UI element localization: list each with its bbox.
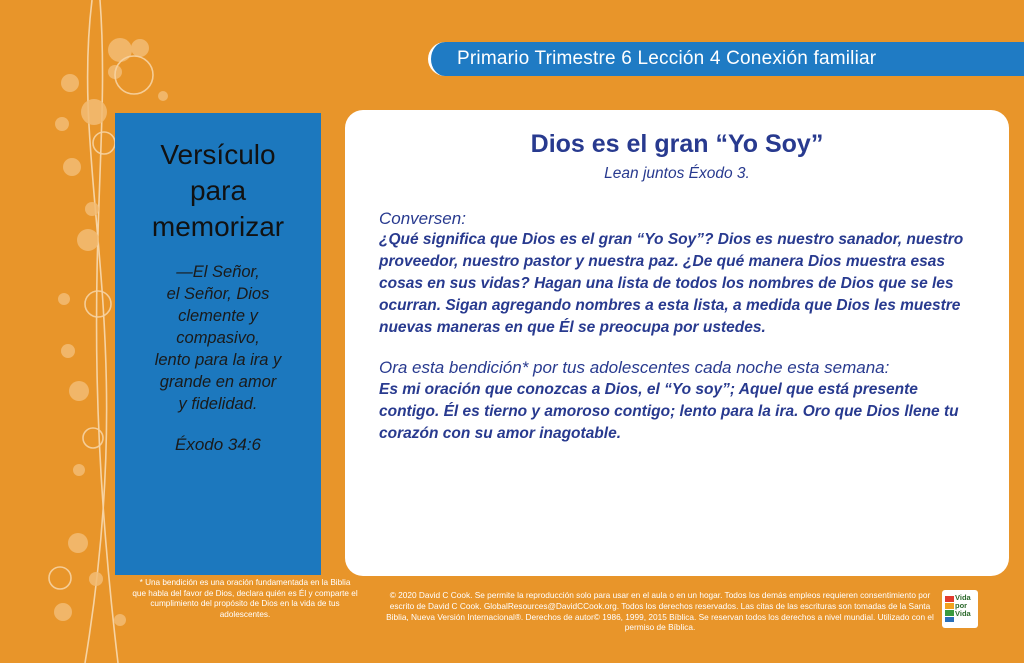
discussion-heading: Conversen:: [379, 209, 466, 228]
logo-text-line: por: [955, 601, 968, 610]
memory-verse-line: compasivo,: [176, 329, 260, 347]
blessing-footnote: * Una bendición es una oración fundamentada en la Biblia que habla del favor de Dios, declara quién es Él y comparte el cumplimiento del propósito de Dios en la vida de tus adolescentes.: [132, 578, 358, 619]
discussion-body: ¿Qué significa que Dios es el gran “Yo Soy”? Dios es nuestro sanador, nuestro proveedor, nuestro pastor y nuestra paz. ¿De qué manera Dios muestra esas cosas en sus vidas? Hagan una lista de todos los nombres de Dios que se les ocurran. Sigan agregando nombres a esta lista, a medida que Dios les muestre nuevas maneras en que Él se preocupa por ustedes.: [379, 231, 964, 336]
lesson-subtitle: Lean juntos Éxodo 3.: [604, 165, 750, 182]
memory-verse-title-line: memorizar: [151, 211, 285, 242]
memory-verse-line: clemente y: [178, 307, 258, 325]
lesson-header-title: Primario Trimestre 6 Lección 4 Conexión familiar: [457, 48, 877, 69]
memory-verse-line: lento para la ira y: [154, 351, 282, 369]
lesson-header-bar: [428, 42, 1024, 76]
lesson-card: [345, 110, 1009, 576]
logo-stripes-icon: [945, 596, 954, 622]
memory-verse-panel: [115, 113, 321, 575]
memory-verse-title-line: Versículo: [160, 139, 276, 170]
memory-verse-text: [115, 261, 321, 415]
logo-text-line: Vida: [955, 609, 971, 618]
logo-text-line: Vida: [955, 593, 971, 602]
memory-verse-line: el Señor, Dios: [166, 285, 270, 303]
memory-verse-line: grande en amor: [159, 373, 277, 391]
blessing-heading: Ora esta bendición* por tus adolescentes cada noche esta semana:: [379, 358, 890, 377]
memory-verse-line: —El Señor,: [176, 263, 260, 281]
lesson-title: Dios es el gran “Yo Soy”: [530, 130, 824, 158]
memory-verse-line: y fidelidad.: [178, 395, 258, 413]
logo-text: [955, 594, 971, 618]
vida-por-vida-logo: [942, 590, 978, 628]
memory-verse-title: [115, 137, 321, 245]
memory-verse-title-line: para: [189, 175, 247, 206]
blessing-section: [379, 357, 975, 445]
discussion-section: [379, 209, 975, 339]
copyright-notice: © 2020 David C Cook. Se permite la reproducción solo para usar en el aula o en un hogar. Todos los demás empleos requieren consentimiento por escrito de David C Cook. GlobalResources@DavidCCook.org. Todos los derechos reservados. Las citas de las escrituras son tomadas de la Santa Biblia, Nueva Versión Internacional®. Derechos de autor© 1986, 1999, 2015 Bíblica. Se reservan todos los derechos a nivel mundial. Utilizado con el permiso de Bíblica.: [386, 590, 934, 633]
memory-verse-reference: Éxodo 34:6: [174, 435, 261, 454]
blessing-body: Es mi oración que conozcas a Dios, el “Yo soy”; Aquel que está presente contigo. Él es tierno y amoroso contigo; lento para la ira. Oro que Dios llene tu corazón con su amor inagotable.: [379, 381, 959, 442]
